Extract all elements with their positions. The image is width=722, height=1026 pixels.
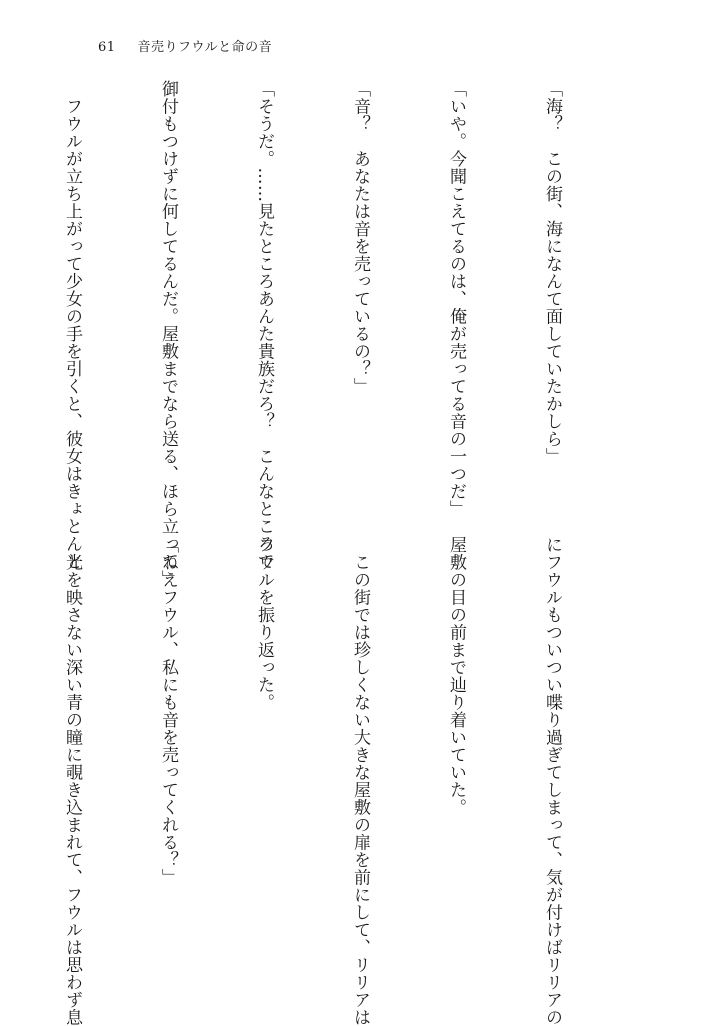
page-number: 61 [98,40,116,55]
text-line: 「そうだ。……見たところあんた貴族だろ？ こんなところで [254,80,274,570]
text-line: にフウルもついつい喋り過ぎてしまって、気が付けばリリアの [542,536,562,1026]
text-line: フウルが立ち上がって少女の手を引くと、彼女はきょとんと [62,80,82,570]
text-line: 「ねえフウル、私にも音を売ってくれる？」 [158,536,178,886]
text-line: 「音？ あなたは音を売っているの？」 [350,80,370,395]
text-line: 屋敷の目の前まで辿り着いていた。 [446,536,466,816]
text-line: 御付もつけずに何してるんだ。屋敷までなら送る、ほら立って」 [158,80,178,588]
text-line: 光を映さない深い青の瞳に覗き込まれて、フウルは思わず息 [62,536,82,1026]
text-block-bottom [0,536,632,1026]
text-line: フウルを振り返った。 [254,536,274,711]
text-block-top [0,80,632,588]
text-line: この街では珍しくない大きな屋敷の扉を前にして、リリアは [350,536,370,1026]
running-title: 音売りフウルと命の音 [137,40,273,55]
running-header [98,36,272,55]
text-line: 「いや。今聞こえてるのは、俺が売ってる音の一つだ」 [446,80,466,518]
text-line: 「海？ この街、海になんて面していたかしら」 [542,80,562,465]
